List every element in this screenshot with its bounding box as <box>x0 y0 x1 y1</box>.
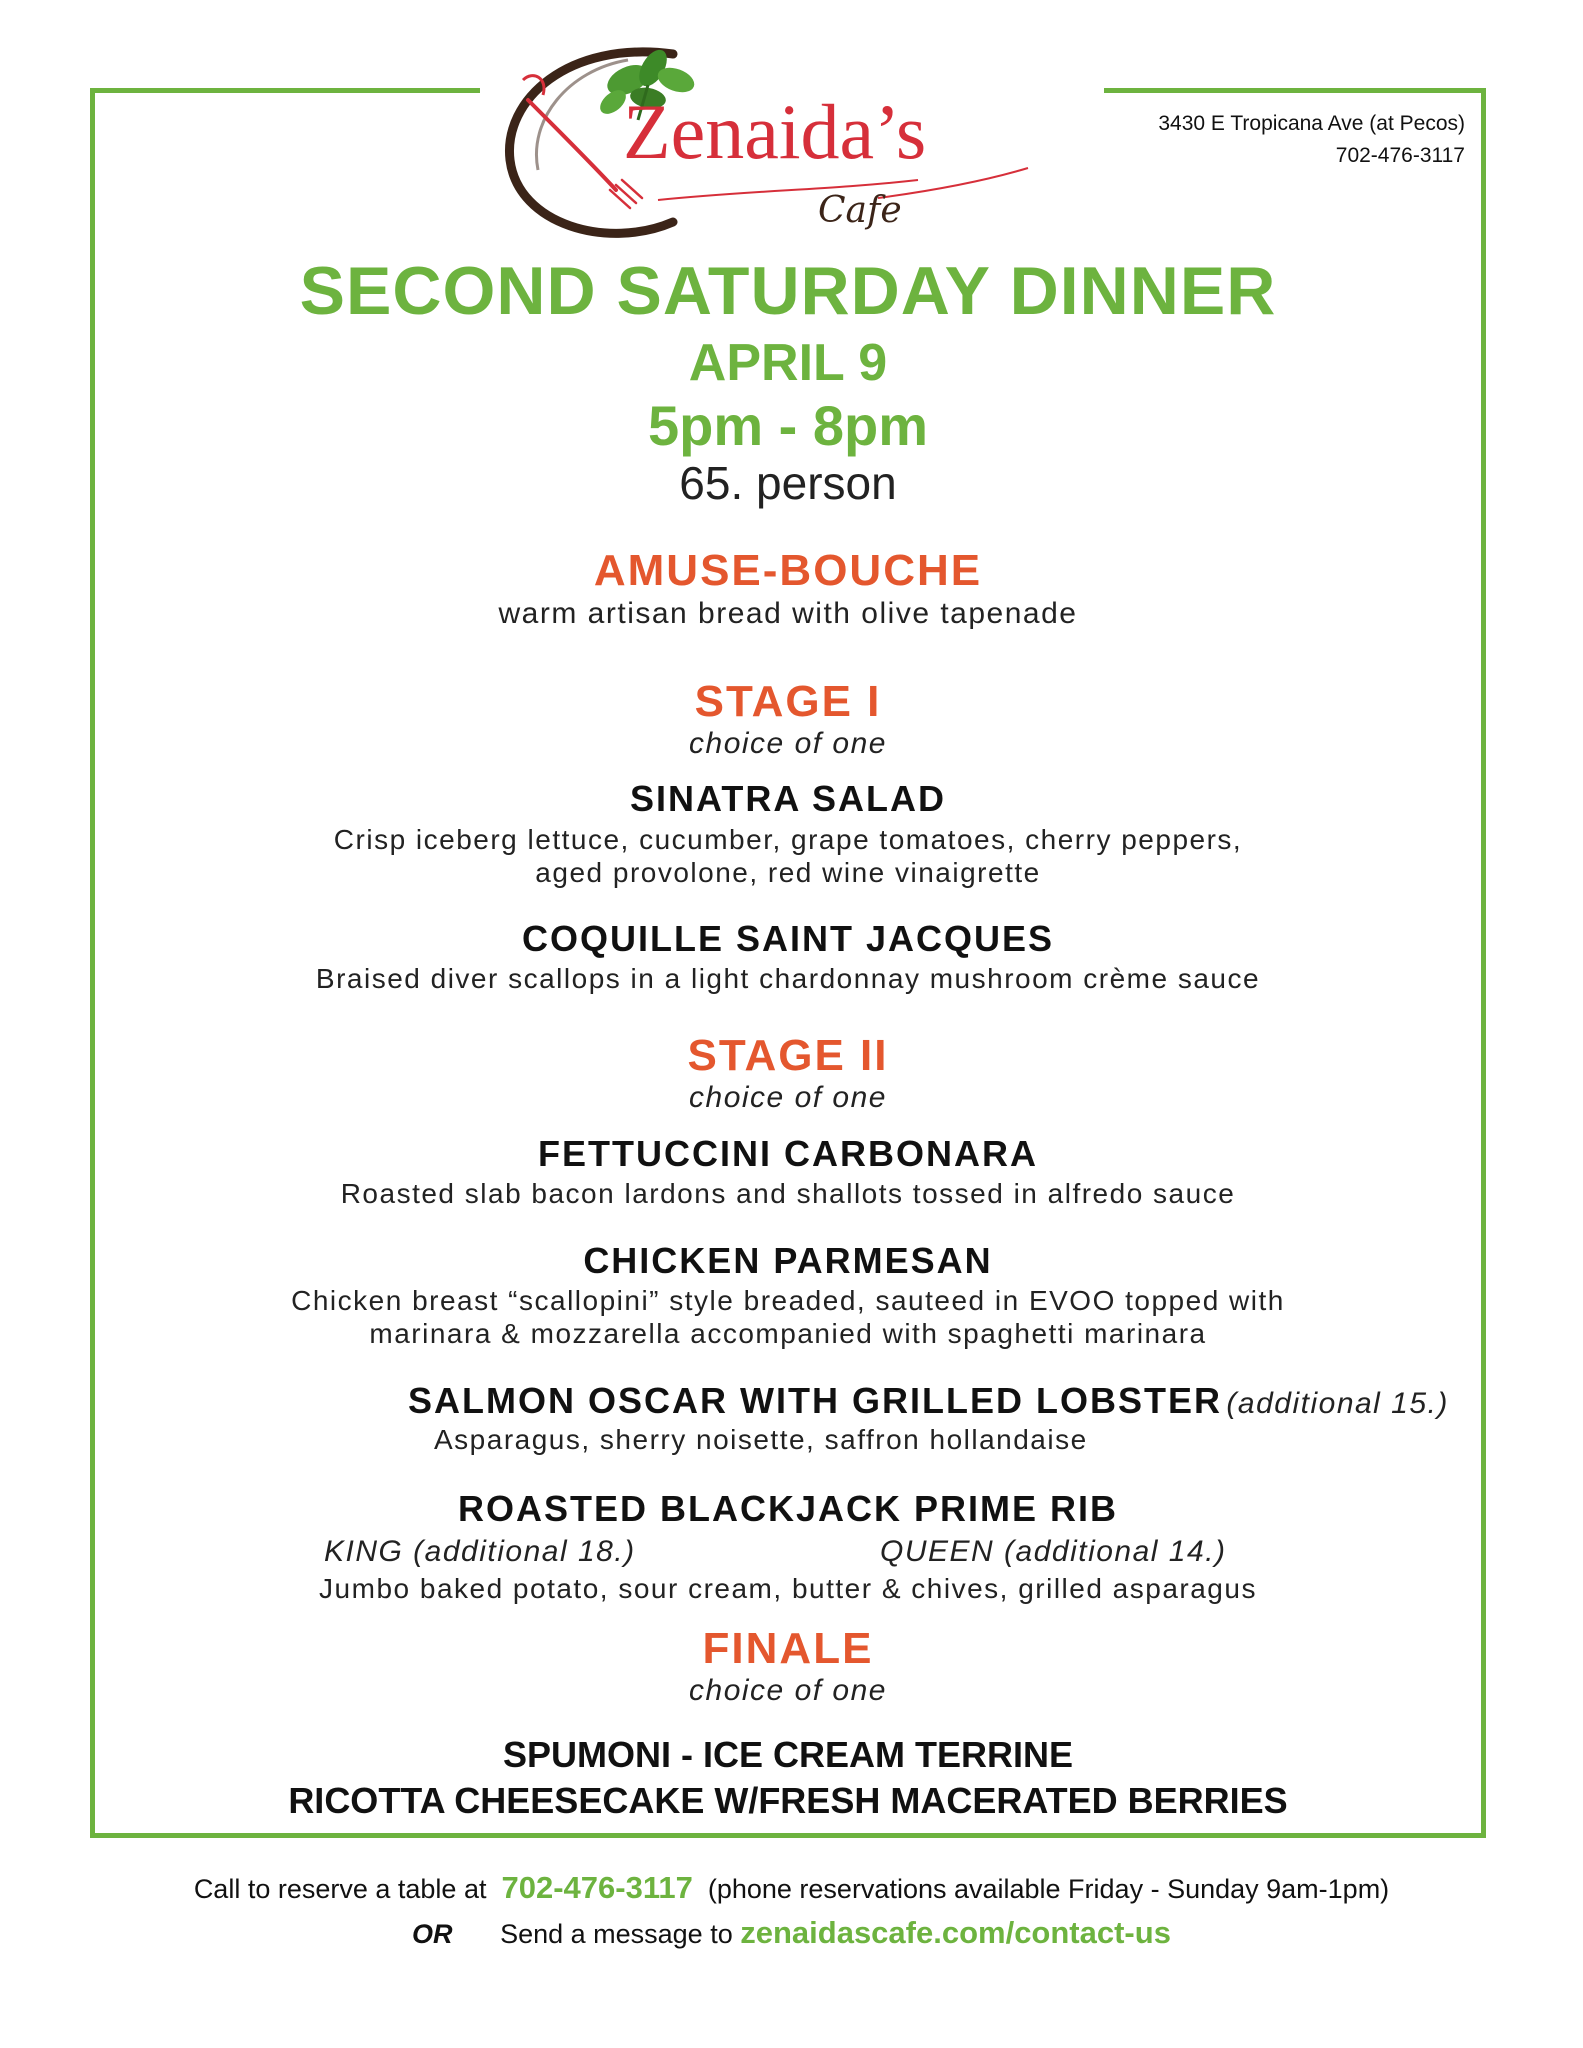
event-price: 65. person <box>679 457 897 509</box>
footer-call-prefix: Call to reserve a table at <box>193 1874 487 1904</box>
dish-desc-line: Asparagus, sherry noisette, saffron hollandaise <box>434 1424 1088 1455</box>
dish-prime-rib: ROASTED BLACKJACK PRIME RIB <box>457 1488 1119 1529</box>
event-time: 5pm - 8pm <box>647 394 929 457</box>
footer-message-prefix: Send a message to <box>500 1919 733 1949</box>
footer-call-suffix: (phone reservations available Friday - Sunday 9am-1pm) <box>707 1874 1390 1904</box>
prime-rib-queen: QUEEN (additional 14.) <box>880 1535 1227 1568</box>
dish-desc-line: marinara & mozzarella accompanied with spaghetti marinara <box>369 1318 1207 1349</box>
dish-desc-line: Roasted slab bacon lardons and shallots tossed in alfredo sauce <box>340 1178 1236 1209</box>
dish-salmon-oscar: SALMON OSCAR WITH GRILLED LOBSTER <box>408 1380 1222 1421</box>
footer-call-line <box>0 1870 1583 1906</box>
stage1-heading: STAGE I <box>694 677 882 726</box>
dessert-cheesecake: RICOTTA CHEESECAKE W/FRESH MACERATED BERRIES <box>288 1780 1288 1821</box>
amuse-desc: warm artisan bread with olive tapenade <box>498 597 1078 630</box>
dish-desc-line: Crisp iceberg lettuce, cucumber, grape tomatoes, cherry peppers, <box>333 824 1243 855</box>
stage2-heading: STAGE II <box>687 1031 889 1080</box>
amuse-heading: AMUSE-BOUCHE <box>593 546 983 595</box>
footer-phone-link[interactable]: 702-476-3117 <box>501 1870 693 1905</box>
prime-rib-king: KING (additional 18.) <box>324 1535 636 1568</box>
street-address: 3430 E Tropicana Ave (at Pecos) <box>1158 112 1465 135</box>
logo-brand-name: Zenaida’s <box>623 88 927 175</box>
finale-choice: choice of one <box>689 1674 887 1707</box>
footer-message-line <box>0 1915 1583 1951</box>
dish-desc-line: Chicken breast “scallopini” style breaded, sauteed in EVOO topped with <box>291 1285 1285 1316</box>
dish-desc-line: aged provolone, red wine vinaigrette <box>535 857 1041 888</box>
finale-heading: FINALE <box>702 1624 874 1673</box>
dessert-spumoni: SPUMONI - ICE CREAM TERRINE <box>502 1734 1074 1775</box>
dish-desc-line: Braised diver scallops in a light chardonnay mushroom crème sauce <box>315 963 1261 994</box>
logo-cafe-text: Cafe <box>818 190 902 231</box>
address-phone: 702-476-3117 <box>1335 144 1465 167</box>
dish-coquille-saint-jacques: COQUILLE SAINT JACQUES <box>521 918 1055 959</box>
stage2-choice: choice of one <box>689 1081 887 1114</box>
event-date: APRIL 9 <box>688 334 888 392</box>
stage1-choice: choice of one <box>689 727 887 760</box>
dish-fettuccini-carbonara: FETTUCCINI CARBONARA <box>538 1133 1038 1174</box>
dish-salmon-oscar-line <box>408 1380 1449 1422</box>
event-title: SECOND SATURDAY DINNER <box>299 253 1277 329</box>
address-block <box>1158 108 1465 172</box>
zenaidas-logo <box>498 40 1058 245</box>
dish-sinatra-salad: SINATRA SALAD <box>630 778 946 819</box>
dish-chicken-parmesan: CHICKEN PARMESAN <box>583 1240 993 1281</box>
footer-contact-link[interactable]: zenaidascafe.com/contact-us <box>740 1915 1171 1950</box>
dish-desc-line: Jumbo baked potato, sour cream, butter & chives, grilled asparagus <box>319 1573 1257 1604</box>
footer-or: OR <box>412 1919 453 1949</box>
dish-extra-price: (additional 15.) <box>1226 1387 1449 1420</box>
